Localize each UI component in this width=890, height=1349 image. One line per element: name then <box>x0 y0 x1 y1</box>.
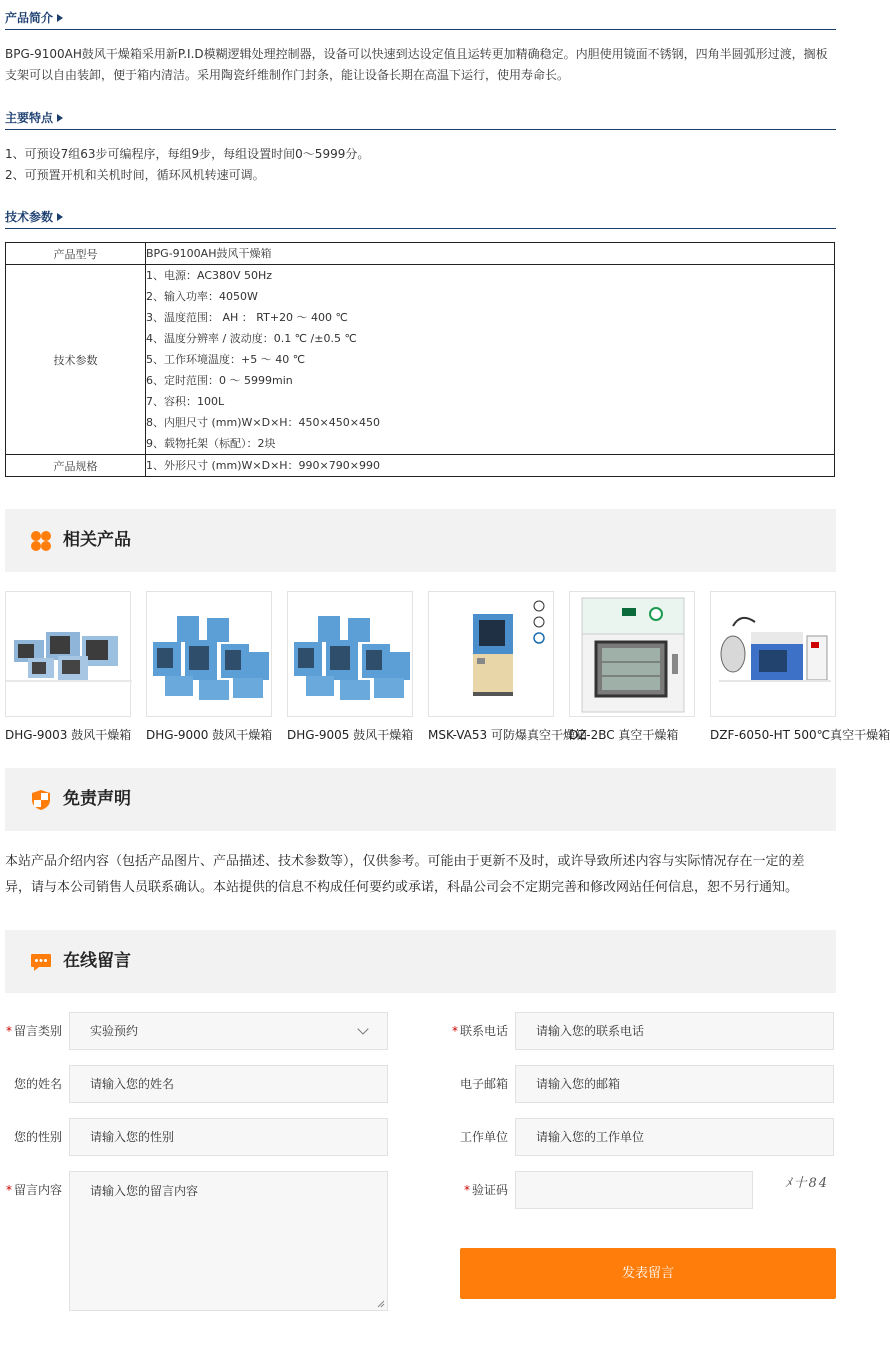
spec-label: 技术参数 <box>6 265 146 455</box>
features-item: 2、可预置开机和关机时间，循环风机转速可调。 <box>5 168 265 182</box>
features-heading: 主要特点 <box>5 111 63 125</box>
features-heading-bar <box>5 105 836 130</box>
captcha-input[interactable] <box>515 1171 753 1209</box>
chevron-down-icon <box>357 1023 368 1034</box>
product-card[interactable] <box>710 591 890 743</box>
specs-heading: 技术参数 <box>5 210 63 224</box>
product-name[interactable]: DHG-9005 鼓风干燥箱 <box>287 728 414 742</box>
product-image[interactable] <box>5 591 131 717</box>
required-mark: * <box>5 1183 12 1197</box>
product-card[interactable] <box>146 591 272 743</box>
spec-value: 1、外形尺寸 (mm)W×D×H：990×790×990 <box>146 455 835 477</box>
intro-heading-bar <box>5 5 836 30</box>
table-row <box>6 265 835 455</box>
spec-table <box>5 242 835 477</box>
email-input[interactable]: 请输入您的邮箱 <box>515 1065 834 1103</box>
table-row <box>6 243 835 265</box>
content-label: * 留言内容 <box>5 1183 62 1197</box>
spec-label: 产品规格 <box>6 455 146 477</box>
spec-value: BPG-9100AH鼓风干燥箱 <box>146 243 835 265</box>
related-products-title: 相关产品 <box>63 530 131 550</box>
spec-label: 产品型号 <box>6 243 146 265</box>
email-label: 电子邮箱 <box>459 1077 508 1091</box>
product-image[interactable] <box>287 591 413 717</box>
chat-bubble-icon <box>30 951 52 973</box>
intro-text: BPG-9100AH鼓风干燥箱采用新P.I.D模糊逻辑处理控制器，设备可以快速到达设定值且运转更加精确稳定。内胆使用镜面不锈钢，四角半圆弧形过渡，搁板支架可以自由装卸，便于箱内清洁。采用陶瓷纤维制作门封条，能让设备长期在高温下运行，使用寿命长。 <box>5 47 828 82</box>
gender-input[interactable]: 请输入您的性别 <box>69 1118 388 1156</box>
product-name[interactable]: DHG-9000 鼓风干燥箱 <box>146 728 273 742</box>
product-image[interactable] <box>146 591 272 717</box>
product-name[interactable]: DZF-6050-HT 500℃真空干燥箱 <box>710 728 890 742</box>
required-mark: * <box>451 1024 458 1038</box>
shield-icon <box>30 789 52 811</box>
triangle-right-icon <box>57 14 63 22</box>
name-label: 您的姓名 <box>13 1077 62 1091</box>
disclaimer-bar <box>5 768 836 831</box>
intro-heading: 产品简介 <box>5 11 63 25</box>
phone-input[interactable]: 请输入您的联系电话 <box>515 1012 834 1050</box>
captcha-image[interactable]: ﾒ十84 <box>785 1176 830 1191</box>
product-image[interactable] <box>710 591 836 717</box>
product-name[interactable]: MSK-VA53 可防爆真空干燥箱 <box>428 728 587 742</box>
gender-label: 您的性别 <box>13 1130 62 1144</box>
required-mark: * <box>463 1183 470 1197</box>
company-input[interactable]: 请输入您的工作单位 <box>515 1118 834 1156</box>
message-title: 在线留言 <box>63 951 131 971</box>
product-image[interactable] <box>428 591 554 717</box>
triangle-right-icon <box>57 213 63 221</box>
product-card[interactable] <box>569 591 695 743</box>
related-products-list <box>5 591 890 751</box>
product-card[interactable] <box>287 591 413 743</box>
disclaimer-text: 本站产品介绍内容（包括产品图片、产品描述、技术参数等），仅供参考。可能由于更新不及时，或许导致所述内容与实际情况存在一定的差异，请与本公司销售人员联系确认。本站提供的信息不构成任何要约或承诺，科晶公司会不定期完善和修改网站任何信息，恕不另行通知。 <box>5 854 805 895</box>
required-mark: * <box>5 1024 12 1038</box>
features-item: 1、可预设7组63步可编程序，每组9步，每组设置时间0～5999分。 <box>5 147 370 161</box>
type-label: * 留言类别 <box>5 1024 62 1038</box>
name-input[interactable]: 请输入您的姓名 <box>69 1065 388 1103</box>
related-products-bar <box>5 509 836 572</box>
submit-button[interactable]: 发表留言 <box>460 1248 836 1299</box>
company-label: 工作单位 <box>459 1130 508 1144</box>
clover-icon <box>30 530 52 552</box>
captcha-label: * 验证码 <box>463 1183 508 1197</box>
disclaimer-title: 免责声明 <box>63 789 131 809</box>
resize-grip-icon[interactable] <box>377 1300 385 1308</box>
product-card[interactable] <box>428 591 587 743</box>
triangle-right-icon <box>57 114 63 122</box>
product-card[interactable] <box>5 591 131 743</box>
product-name[interactable]: DHG-9003 鼓风干燥箱 <box>5 728 132 742</box>
table-row <box>6 455 835 477</box>
product-name[interactable]: DZ-2BC 真空干燥箱 <box>569 728 679 742</box>
phone-label: * 联系电话 <box>451 1024 508 1038</box>
spec-value: 1、电源：AC380V 50Hz 2、输入功率：4050W 3、温度范围： AH ： RT+20 ～ 400 ℃ 4、温度分辨率 / 波动度：0.1 ℃ /±0.5 ℃ 5、工作环境温度：+5 ～ 40 ℃ 6、定时范围：0 ～ 5999min 7、容积：100L 8、内胆尺寸 (mm)W×D×H：450×450×450 9、载物托架（标配）：2块 <box>146 265 835 455</box>
message-bar <box>5 930 836 993</box>
content-textarea[interactable]: 请输入您的留言内容 <box>69 1171 388 1311</box>
message-type-select[interactable]: 实验预约 <box>69 1012 388 1050</box>
specs-heading-bar <box>5 204 836 229</box>
product-image[interactable] <box>569 591 695 717</box>
